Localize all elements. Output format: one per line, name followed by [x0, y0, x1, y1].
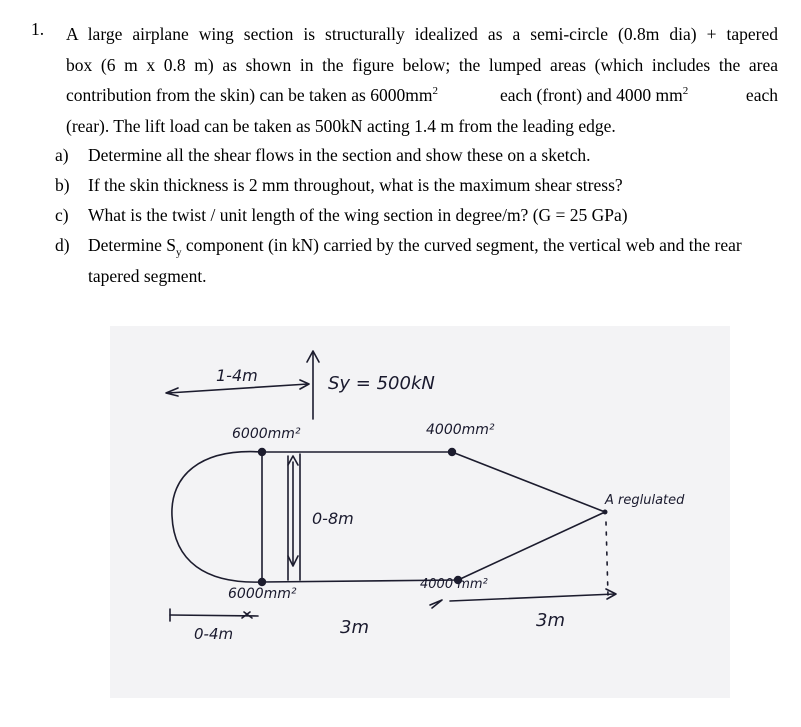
intro-line-3: contribution from the skin) can be taken as $6000mm^2$ each (front) and 4000 $mm^2$ each [66, 85, 778, 105]
intro-line-2: box (6 m x 0.8 m) as shown in the figure below; the lumped areas (which includes the area [66, 54, 778, 75]
label-a-regulated: A reglulated [605, 493, 685, 508]
label-4000-top: 4000mm² [426, 422, 495, 438]
label-1-4m: 1-4m [216, 366, 258, 385]
question-intro [66, 19, 778, 141]
intro-line-1: A large airplane wing section is structurally idealized as a semi-circle (0.8m dia) + tapered [66, 24, 778, 44]
label-3m-middle: 3m [340, 617, 369, 638]
sup-2a: 2 [432, 85, 438, 98]
dimension-3m-line [450, 594, 615, 601]
label-0-4m: 0-4m [194, 625, 234, 643]
label-3m-right: 3m [536, 610, 565, 631]
wing-sketch [110, 326, 730, 698]
part-b-text: If the skin thickness is 2 mm throughout, what is the maximum shear stress? [88, 175, 623, 195]
wing-upper-skin [262, 452, 605, 512]
part-a-text: Determine all the shear flows in the section and show these on a sketch. [88, 145, 591, 165]
trailing-edge-dashes [606, 522, 608, 596]
part-c-label: c) [55, 205, 69, 225]
part-d-text-after: component (in kN) carried by the curved segment, the vertical web and the rear tapered segment. [88, 235, 742, 286]
part-b-label: b) [55, 175, 70, 195]
label-sy: Sy = 500kN [328, 373, 435, 394]
dimension-arrow-mark-2 [242, 612, 252, 618]
question-number: 1. [31, 19, 45, 39]
label-6000-top: 6000mm² [232, 426, 301, 442]
boom-front-top [258, 448, 266, 456]
boom-rear-top [448, 448, 456, 456]
label-6000-bottom: 6000mm² [228, 586, 297, 602]
intro-line-3a: contribution from the skin) can be taken as 6000mm [66, 85, 433, 105]
label-4000-bottom: 4000 mm² [420, 577, 488, 592]
sup-2b: 2 [682, 85, 689, 98]
part-d-label: d) [55, 235, 70, 255]
wing-leading-edge [172, 452, 262, 583]
part-d-text [88, 230, 776, 291]
part-d-text-before: Determine S [88, 235, 176, 255]
part-d-sub-y: y [175, 246, 182, 259]
intro-line-4: (rear). The lift load can be taken as 500kN acting 1.4 m from the leading edge. [66, 115, 616, 136]
wing-sketch-svg [110, 326, 730, 698]
dimension-1-4m-line [168, 384, 308, 393]
boom-trailing-edge [603, 510, 608, 515]
part-a-label: a) [55, 145, 69, 165]
boom-front-bottom [258, 578, 266, 586]
dimension-arrow-mark [430, 600, 442, 608]
label-0-8m: 0-8m [312, 509, 354, 528]
part-c-text: What is the twist / unit length of the wing section in degree/m? (G = 25 GPa) [88, 205, 628, 225]
